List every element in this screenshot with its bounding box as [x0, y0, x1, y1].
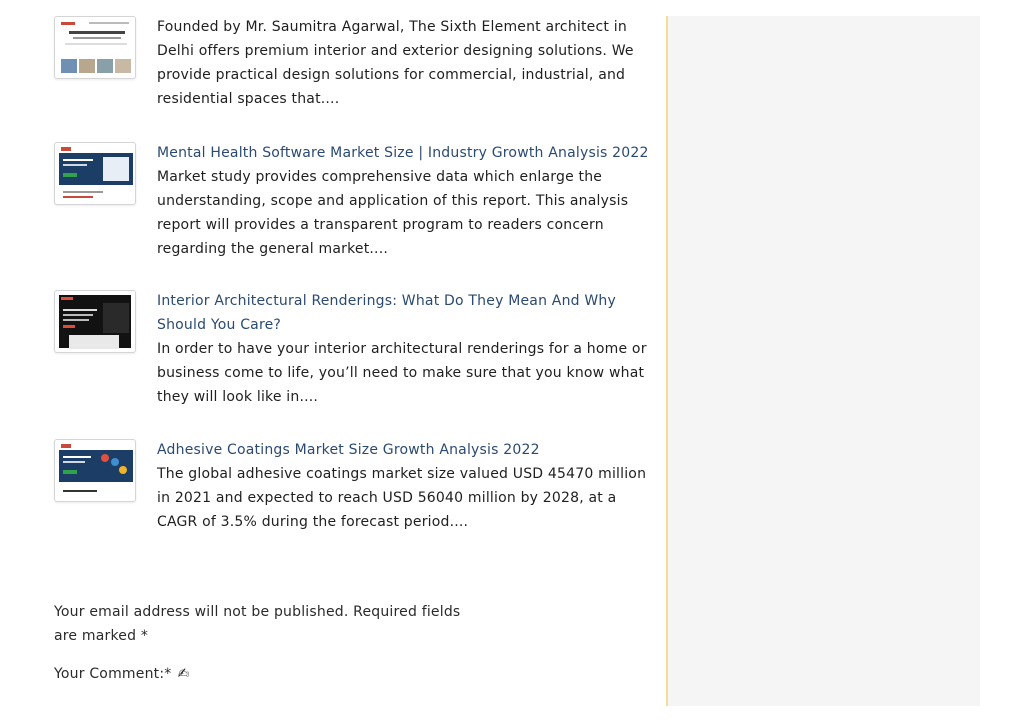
- post-excerpt: Founded by Mr. Saumitra Agarwal, The Sixth Element architect in Delhi offers premium interior and exterior designing solutions. We provide practical design solutions for commercial, industrial, and residential spaces that....: [157, 19, 634, 107]
- post-title-link[interactable]: Mental Health Software Market Size | Industry Growth Analysis 2022: [157, 145, 649, 161]
- post-thumbnail[interactable]: [54, 290, 136, 353]
- post-title-link[interactable]: Adhesive Coatings Market Size Growth Analysis 2022: [157, 442, 540, 458]
- post-title-link[interactable]: Interior Architectural Renderings: What Do They Mean And Why Should You Care?: [157, 293, 616, 333]
- sidebar: [666, 16, 980, 706]
- comment-label-text: Your Comment:*: [54, 666, 172, 682]
- post-excerpt: In order to have your interior architectural renderings for a home or business come to life, you’ll need to make sure that you know what they will look like in....: [157, 340, 647, 405]
- post-excerpt: Market study provides comprehensive data which enlarge the understanding, scope and application of this report. This analysis report will provides a transparent program to readers concern regarding the general market....: [157, 168, 629, 257]
- email-privacy-note: Your email address will not be published. Required fields are marked *: [54, 604, 461, 644]
- writing-hand-icon: ✍: [177, 666, 190, 682]
- post-thumbnail[interactable]: [54, 142, 136, 205]
- post-thumbnail[interactable]: [54, 439, 136, 502]
- comment-field-label: [54, 663, 189, 687]
- post-thumbnail[interactable]: [54, 16, 136, 79]
- post-excerpt: The global adhesive coatings market size valued USD 45470 million in 2021 and expected to reach USD 56040 million by 2028, at a CAGR of 3.5% during the forecast period....: [157, 465, 647, 530]
